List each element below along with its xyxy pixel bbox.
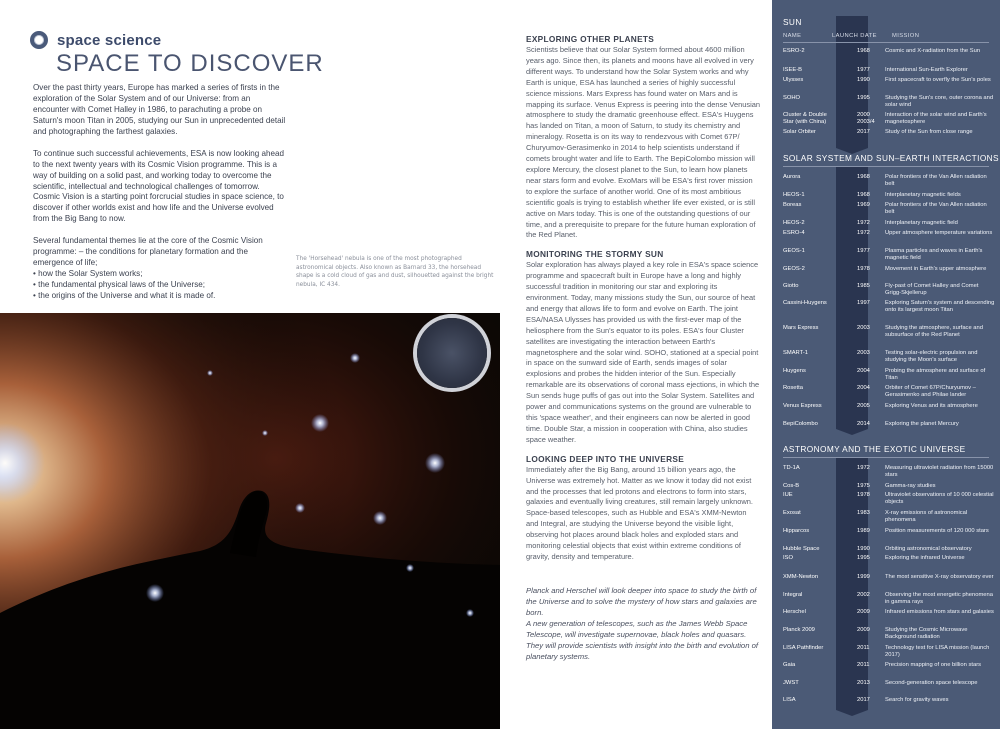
quote-paragraph: A new generation of telescopes, such as the James Webb Space Telescope, will investigate supernovae, black holes and quasars. They will provide scientists with insight into the birth and evolution of planetary systems.	[526, 618, 759, 661]
mission-name: Gaia	[783, 662, 796, 668]
intro-paragraph: Over the past thirty years, Europe has marked a series of firsts in the exploration of the Solar System and of our Universe: from an encounter with Comet Halley in 1986, to parachuting a probe on Saturn's moon Titan in 2005, studying our Sun in unprecedented detail and photographing the farthest galaxies.	[33, 83, 286, 136]
section-body: Immediately after the Big Bang, around 15 billion years ago, the Universe was extremely hot. Matter as we know it today did not exist and the processes that led protons and electrons to form into stars, galaxies and eventually living creatures, still remain largely unknown. Space-based telescopes, such as Hubble and ESA's XMM-Newton and Integral, are studying the Universe beyond the visible light, observing hot places around black holes and exploded stars and monitoring celestial objects that exist within extreme conditions of gravity, density and temperature.	[526, 464, 753, 561]
mission-row	[783, 492, 993, 512]
mission-date: 2017	[857, 129, 870, 135]
mission-name: Planck 2009	[783, 627, 815, 633]
article-column	[526, 34, 760, 662]
mission-date: 1968	[857, 192, 870, 198]
mission-name: GEOS-2	[783, 266, 805, 272]
mission-date: 1989	[857, 528, 870, 534]
mission-date: 1977	[857, 248, 870, 254]
mission-description: Infrared emissions from stars and galaxies	[885, 609, 994, 615]
mission-date: 1972	[857, 465, 870, 471]
solar-section-title: SOLAR SYSTEM AND SUN–EARTH INTERACTIONS	[783, 153, 999, 163]
section-heading: MONITORING THE STORMY SUN	[526, 249, 664, 260]
mission-date: 1997	[857, 300, 870, 306]
mission-date: 2014	[857, 421, 870, 427]
image-caption: The 'Horsehead' nebula is one of the most photographed astronomical objects. Also known as Barnard 33, the horsehead shape is a cold cloud of gas and dust, silhouetted against the bright nebula, IC 434.	[296, 256, 494, 288]
mission-name: Venus Express	[783, 403, 822, 409]
mission-description: The most sensitive X-ray observatory ever	[885, 574, 994, 580]
mission-name: HEOS-2	[783, 220, 805, 226]
mission-row	[783, 350, 993, 370]
theme-item: • the origins of the Universe and what it is made of.	[33, 290, 216, 300]
mission-name: LISA Pathfinder	[783, 645, 824, 651]
page-title: SPACE TO DISCOVER	[56, 50, 324, 77]
mission-row	[783, 609, 993, 629]
mission-date: 2011	[857, 645, 870, 651]
mission-name: LISA	[783, 697, 796, 703]
mission-date: 1977	[857, 67, 870, 73]
mission-name: Hipparcos	[783, 528, 810, 534]
col-head-name: NAME	[783, 33, 802, 39]
mission-description: Studying the Sun's core, outer corona and solar wind	[885, 95, 994, 108]
mission-date: 1995	[857, 555, 870, 561]
mission-name: SMART-1	[783, 350, 809, 356]
mission-name: XMM-Newton	[783, 574, 819, 580]
brand	[30, 30, 161, 50]
mission-date: 1995	[857, 95, 870, 101]
mission-date: 2003	[857, 325, 870, 331]
mission-description: Position measurements of 120 000 stars	[885, 528, 989, 534]
mission-name: Cluster & Double Star (with China)	[783, 112, 827, 125]
mission-name: Exosat	[783, 510, 801, 516]
mission-description: Fly-past of Comet Halley and Comet Grigg-Skjellerup	[885, 283, 979, 296]
mission-row	[783, 465, 993, 485]
mission-date: 2004	[857, 385, 870, 391]
mission-description: Polar frontiers of the Van Allen radiation belt	[885, 174, 987, 187]
mission-row	[783, 300, 993, 320]
mission-row	[783, 510, 993, 530]
mission-name: IUE	[783, 492, 793, 498]
mission-date: 1968	[857, 48, 870, 54]
mission-name: ESRO-2	[783, 48, 805, 54]
ring-logo-icon	[30, 31, 48, 49]
mission-description: Search for gravity waves	[885, 697, 949, 703]
mission-description: Gamma-ray studies	[885, 483, 936, 489]
section-heading: EXPLORING OTHER PLANETS	[526, 34, 655, 44]
mission-date: 1975	[857, 483, 870, 489]
mission-description: Exploring Venus and its atmosphere	[885, 403, 978, 409]
mission-date: 2000 2003/4	[857, 112, 875, 125]
mission-description: Exploring Saturn's system and descending onto its largest moon Titan	[885, 300, 995, 313]
mission-date: 1990	[857, 546, 870, 552]
mission-row	[783, 48, 993, 68]
mission-date: 1972	[857, 220, 870, 226]
mission-date: 2002	[857, 592, 870, 598]
astro-section-title: ASTRONOMY AND THE EXOTIC UNIVERSE	[783, 444, 966, 454]
mission-date: 1999	[857, 574, 870, 580]
mission-description: Second-generation space telescope	[885, 680, 978, 686]
mission-date: 2004	[857, 368, 870, 374]
mission-name: ESRO-4	[783, 230, 805, 236]
mission-name: BepiColombo	[783, 421, 818, 427]
mission-description: Study of the Sun from close range	[885, 129, 973, 135]
mission-row	[783, 248, 993, 268]
mission-date: 1990	[857, 77, 870, 83]
section-body: Scientists believe that our Solar System formed about 4600 million years ago. Since then, its planets and moons have all evolved in very different ways. To understand how the Solar System works and why Earth is unique, ESA has launched a series of highly successful science missions. Mars Express has found water on Mars and is mapping its surface. Venus Express is peering into the dense Venusian atmosphere to study the dramatic greenhouse effect. ESA's Huygens has landed on Titan, a moon of Saturn, to study its chemistry and mineralogy. Rosetta is on its way to rendezvous with Comet 67P/ Churyumov-Gerasimenko in 2014 to help scientists understand if comets brought water and life to Earth. The BepiColombo mission will explore Mercury, the closest planet to the Sun, to learn how planets near stars form and evolve. ExoMars will be ESA's first rover mission to explore the surface of another world. One of its most ambitious scientific goals is trying to establish whether life ever existed, or is still active on Mars today. This is one of the outstanding questions of our time, and a prerequisite to prepare for the future human exploration of the Red Planet.	[526, 45, 761, 240]
mission-name: Herschel	[783, 609, 806, 615]
col-head-date: LAUNCH DATE	[832, 33, 877, 39]
mission-name: Huygens	[783, 368, 806, 374]
mission-name: Integral	[783, 592, 803, 598]
mission-description: Interaction of the solar wind and Earth's magnetosphere	[885, 112, 987, 125]
mission-date: 2011	[857, 662, 870, 668]
mission-name: Cos-B	[783, 483, 800, 489]
mission-date: 2005	[857, 403, 870, 409]
mission-date: 2009	[857, 627, 870, 633]
mission-row	[783, 555, 993, 575]
mission-name: JWST	[783, 680, 799, 686]
mission-description: Studying the Cosmic Microwave Background radiation	[885, 627, 968, 640]
mission-name: Mars Express	[783, 325, 819, 331]
mission-description: Polar frontiers of the Van Allen radiation belt	[885, 202, 987, 215]
section-body: Solar exploration has always played a key role in ESA's space science programme and spacecraft built in Europe have a long and highly successful tradition in monitoring our star and exploring its environment. Today, many missions study the Sun, our source of heat and energy that allows life to form and evolve on Earth. The joint ESA/NASA Ulysses has provided us with the first-ever map of the heliosphere from the Sun's equator to its poles. ESA's four Cluster satellites are investigating the interaction between Earth's magnetosphere and the solar wind. SOHO, stationed at a special point in space on the sunward side of Earth, sends images of solar explosions and probes the hidden interior of the Sun. Especially remarkable are its observations of coronal mass ejections, in which the Sun sends huge puffs of gas out into the Solar System. Satellites and power and communications systems on the ground are vulnerable to this 'space weather', and their engineers can now be alerted in good time. Double Star, a mission in cooperation with China, also studies space weather.	[526, 260, 760, 444]
mission-row	[783, 230, 993, 250]
mission-description: Upper atmosphere temperature variations	[885, 230, 993, 236]
theme-item: • how the Solar System works;	[33, 269, 143, 279]
pull-quote	[526, 585, 760, 662]
mission-date: 1972	[857, 230, 870, 236]
mission-date: 1978	[857, 266, 870, 272]
mission-description: Plasma particles and waves in Earth's magnetic field	[885, 248, 983, 261]
mission-date: 1978	[857, 492, 870, 498]
mission-name: Giotto	[783, 283, 799, 289]
mission-name: Cassini-Huygens	[783, 300, 827, 306]
mission-row	[783, 129, 993, 149]
mission-description: Interplanetary magnetic fields	[885, 192, 961, 198]
mission-name: ISEE-B	[783, 67, 803, 73]
mission-description: Orbiting astronomical observatory	[885, 546, 972, 552]
mission-name: Boreas	[783, 202, 802, 208]
mission-description: Movement in Earth's upper atmosphere	[885, 266, 987, 272]
divider	[783, 42, 989, 43]
mission-name: Solar Orbiter	[783, 129, 816, 135]
mission-date: 1968	[857, 174, 870, 180]
mission-date: 2013	[857, 680, 870, 686]
mission-description: Observing the most energetic phenomena in gamma rays	[885, 592, 993, 605]
mission-description: Interplanetary magnetic field	[885, 220, 958, 226]
inset-circle-image	[417, 318, 487, 388]
divider	[783, 457, 989, 458]
mission-description: Testing solar-electric propulsion and studying the Moon's surface	[885, 350, 978, 363]
mission-date: 1969	[857, 202, 870, 208]
mission-row	[783, 325, 993, 345]
mission-row	[783, 202, 993, 222]
mission-name: Aurora	[783, 174, 801, 180]
mission-description: Measuring ultraviolet radiation from 15000 stars	[885, 465, 994, 478]
mission-description: Cosmic and X-radiation from the Sun	[885, 48, 981, 54]
mission-description: X-ray emissions of astronomical phenomena	[885, 510, 968, 523]
mission-name: Ulysses	[783, 77, 804, 83]
col-head-mission: MISSION	[892, 33, 920, 39]
mission-description: Technology test for LISA mission (launch 2017)	[885, 645, 990, 658]
mission-description: Exploring the planet Mercury	[885, 421, 959, 427]
mission-description: Studying the atmosphere, surface and subsurface of the Red Planet	[885, 325, 983, 338]
sun-section-title: SUN	[783, 17, 802, 27]
mission-row	[783, 174, 993, 194]
mission-row	[783, 574, 993, 594]
intro-paragraph: Several fundamental themes lie at the core of the Cosmic Vision programme: – the conditions for planetary formation and the emergence of life;	[33, 236, 263, 268]
mission-row	[783, 385, 993, 405]
mission-date: 2003	[857, 350, 870, 356]
mission-name: Rosetta	[783, 385, 803, 391]
mission-description: Probing the atmosphere and surface of Titan	[885, 368, 986, 381]
mission-sidebar	[772, 0, 1000, 729]
theme-item: • the fundamental physical laws of the Universe;	[33, 280, 205, 290]
mission-name: ISO	[783, 555, 793, 561]
mission-name: GEOS-1	[783, 248, 805, 254]
mission-description: Precision mapping of one billion stars	[885, 662, 982, 668]
intro-text	[33, 83, 287, 302]
mission-name: SOHO	[783, 95, 801, 101]
divider	[783, 166, 989, 167]
mission-name: HEOS-1	[783, 192, 805, 198]
theme-list	[33, 269, 287, 302]
mission-description: Ultraviolet observations of 10 000 celestial objects	[885, 492, 994, 505]
mission-row	[783, 627, 993, 647]
brand-name: space science	[57, 31, 162, 49]
mission-date: 2017	[857, 697, 870, 703]
intro-paragraph: To continue such successful achievements, ESA is now looking ahead to the next twenty years with its Cosmic Vision programme. This is a way of building on a solid past, and working today to overcome the scientific, intellectual and technological challenges of tomorrow. Cosmic Vision is a starting point forcrucial studies in space science, to discover if other worlds exist and how life and the Universe evolved from the Big Bang to now.	[33, 148, 285, 224]
mission-date: 1985	[857, 283, 870, 289]
mission-row	[783, 403, 993, 423]
mission-row	[783, 697, 993, 717]
mission-row	[783, 77, 993, 97]
quote-paragraph: Planck and Herschel will look deeper into space to study the birth of the Universe and to solve the mystery of how stars and galaxies are born.	[526, 585, 757, 617]
mission-name: Hubble Space	[783, 546, 820, 552]
mission-date: 2009	[857, 609, 870, 615]
mission-date: 1983	[857, 510, 870, 516]
section-heading: LOOKING DEEP INTO THE UNIVERSE	[526, 453, 685, 464]
mission-description: International Sun-Earth Explorer	[885, 67, 968, 73]
mission-description: First spacecraft to overfly the Sun's poles	[885, 77, 991, 83]
mission-row	[783, 662, 993, 682]
mission-row	[783, 528, 993, 548]
mission-row	[783, 421, 993, 441]
mission-description: Orbiter of Comet 67P/Churyumov – Gerasimenko and Philae lander	[885, 385, 976, 398]
mission-name: TD-1A	[783, 465, 800, 471]
mission-description: Exploring the infrared Universe	[885, 555, 965, 561]
